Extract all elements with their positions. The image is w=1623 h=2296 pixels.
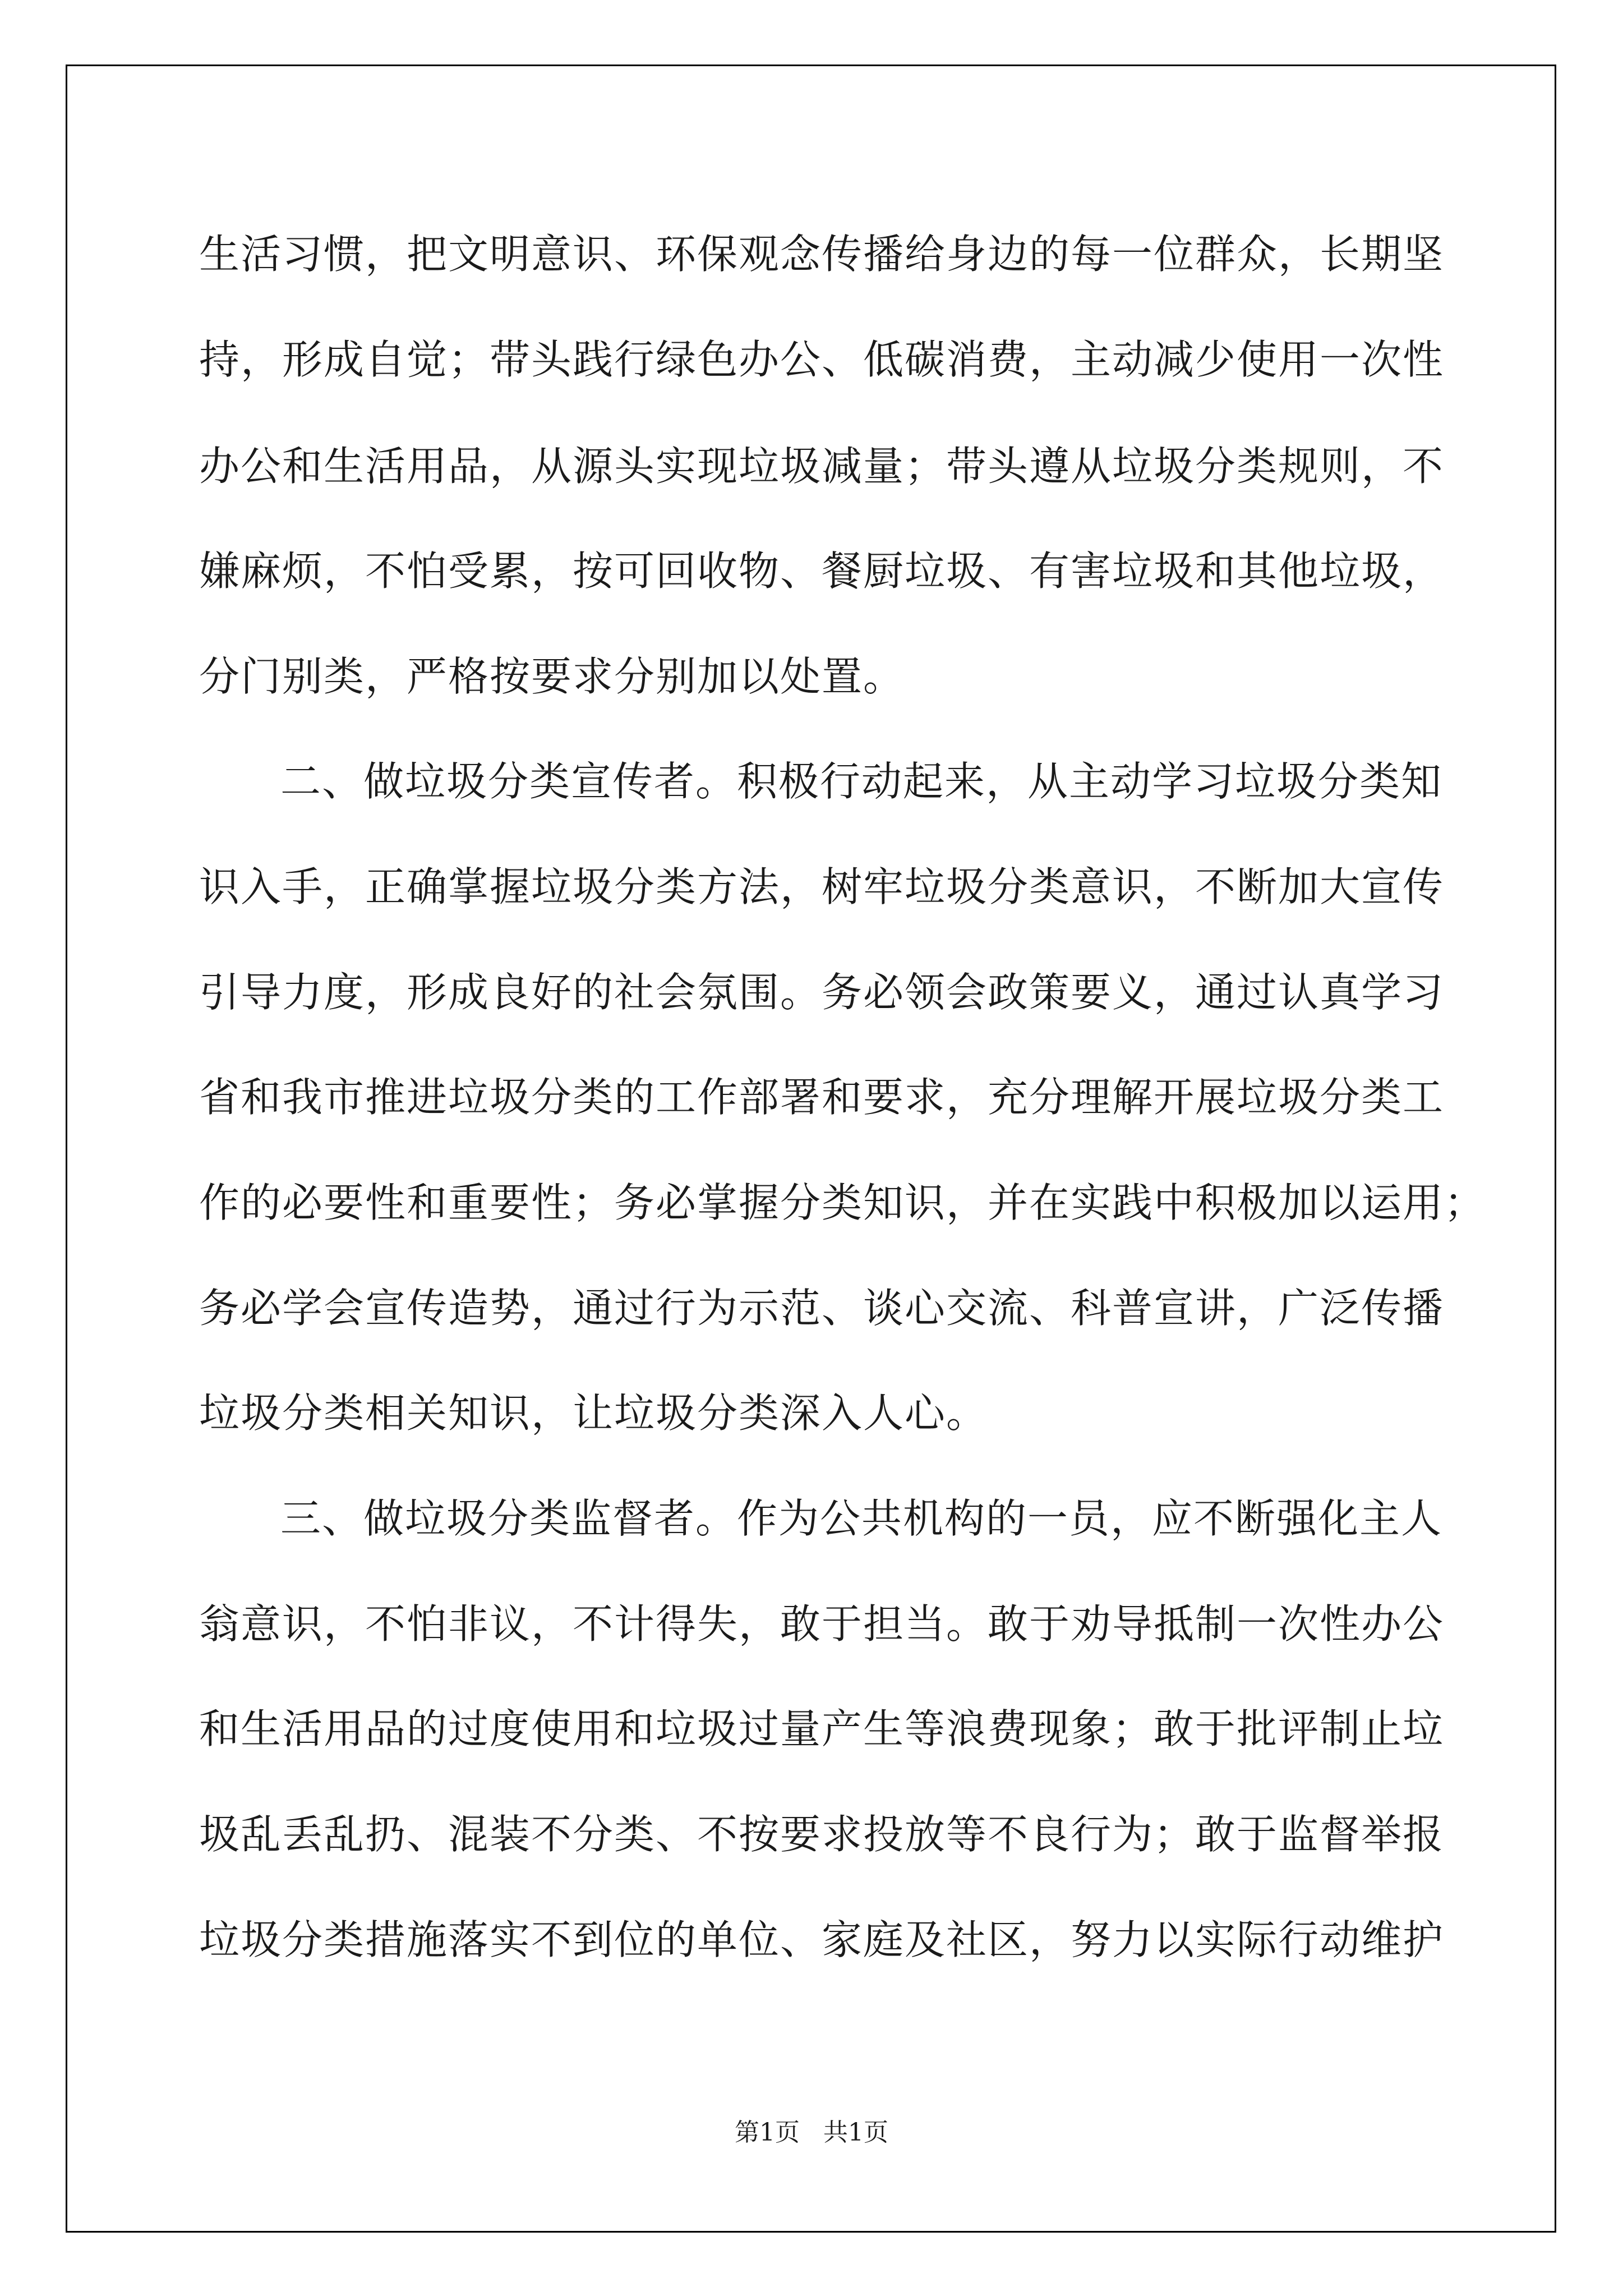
text-line-1: 生活习惯，把文明意识、环保观念传播给身边的每一位群众，长期坚 [199, 231, 1445, 278]
text-line-13: 三、做垃圾分类监督者。作为公共机构的一员，应不断强化主人 [280, 1495, 1443, 1542]
text-line-10: 作的必要性和重要性；务必掌握分类知识，并在实践中积极加以运用； [199, 1179, 1486, 1226]
text-line-5: 分门别类，严格按要求分别加以处置。 [199, 653, 905, 700]
text-line-7: 识入手，正确掌握垃圾分类方法，树牢垃圾分类意识，不断加大宣传 [199, 863, 1445, 910]
text-line-16: 圾乱丢乱扔、混装不分类、不按要求投放等不良行为；敢于监督举报 [199, 1811, 1445, 1858]
text-line-2: 持，形成自觉；带头践行绿色办公、低碳消费，主动减少使用一次性 [199, 336, 1445, 383]
text-line-4: 嫌麻烦，不怕受累，按可回收物、餐厨垃圾、有害垃圾和其他垃圾， [199, 547, 1445, 595]
text-line-3: 办公和生活用品，从源头实现垃圾减量；带头遵从垃圾分类规则，不 [199, 443, 1445, 490]
page-footer: 第1页 共1页 [735, 2118, 888, 2147]
text-line-6: 二、做垃圾分类宣传者。积极行动起来，从主动学习垃圾分类知 [280, 758, 1443, 805]
text-line-11: 务必学会宣传造势，通过行为示范、谈心交流、科普宣讲，广泛传播 [199, 1285, 1445, 1332]
text-line-17: 垃圾分类措施落实不到位的单位、家庭及社区，努力以实际行动维护 [199, 1916, 1445, 1963]
text-line-8: 引导力度，形成良好的社会氛围。务必领会政策要义，通过认真学习 [199, 969, 1445, 1016]
text-line-12: 垃圾分类相关知识，让垃圾分类深入人心。 [199, 1389, 988, 1437]
text-line-14: 翁意识，不怕非议，不计得失，敢于担当。敢于劝导抵制一次性办公 [199, 1600, 1445, 1648]
text-line-9: 省和我市推进垃圾分类的工作部署和要求，充分理解开展垃圾分类工 [199, 1074, 1445, 1121]
text-line-15: 和生活用品的过度使用和垃圾过量产生等浪费现象；敢于批评制止垃 [199, 1705, 1445, 1752]
